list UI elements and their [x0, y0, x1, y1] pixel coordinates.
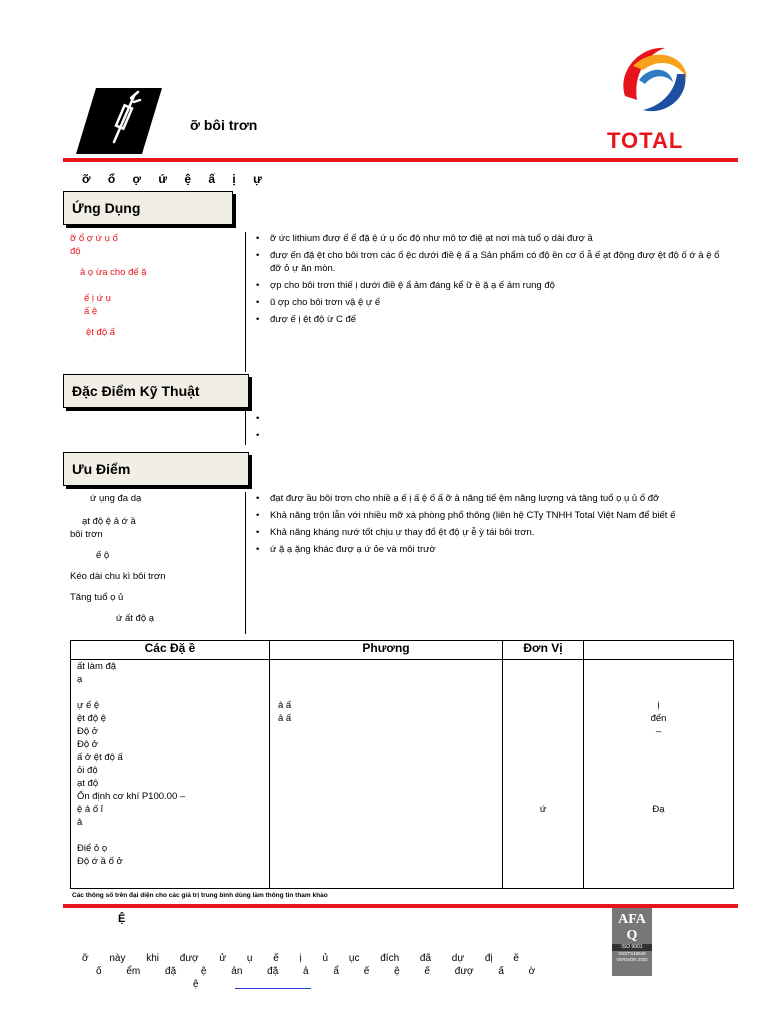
spec-cell-line: [278, 842, 502, 855]
afaq-certification-badge: [612, 908, 652, 976]
spec-cell-line: [503, 738, 583, 751]
application-bullet: • đượ ế ị ệt độ ừ C đế: [254, 313, 732, 326]
spec-cell-line: [278, 790, 502, 803]
spec-cell-line: ấ ở ệt độ ấ: [77, 752, 123, 763]
footer-line-2: ố ểm đặ ệ ản đặ ả ẩ ế ệ ế đượ ấ ờ: [96, 966, 536, 977]
spec-cell-line: [278, 751, 502, 764]
spec-cell-line: [503, 686, 583, 699]
spec-header-unit: Đơn Vị: [503, 641, 584, 660]
app-left-line: ệt độ ấ: [86, 327, 116, 338]
footer-line-3: ệ: [193, 979, 199, 990]
adv-left-line: [70, 541, 242, 549]
product-icon-box: [76, 88, 162, 154]
spec-cell-line: [503, 751, 583, 764]
header-divider: [63, 158, 738, 162]
spec-cell-line: [503, 842, 583, 855]
section-advantages-title: Ưu Điểm: [72, 461, 131, 477]
spec-cell-line: Ổn định cơ khí P100.00 –: [77, 791, 186, 802]
spec-cell-line: [503, 660, 583, 673]
spec-cell-line: [278, 855, 502, 868]
adv-left-line: ứ ất độ ạ: [116, 613, 155, 624]
spec-cell-line: đến: [650, 713, 667, 724]
app-left-line: ả ọ ừa cho đế ặ: [80, 267, 147, 278]
spec-cell-line: [278, 725, 502, 738]
spec-cell-line: [278, 764, 502, 777]
product-title: ỡ bôi trơn: [190, 117, 258, 133]
section-applications-header: [63, 191, 233, 225]
spec-cell-line: [278, 777, 502, 790]
application-bullet: • đượ ến đặ ệt cho bôi trơn các ổ ệc dưới điề ệ ấ ạ Sản phẩm có độ ền cơ ố ẫ ế ạt động đượ ệt độ ố ớ ả ệ ổ đỡ ỏ ự ăn mòn.: [254, 249, 732, 275]
adv-left-line: [70, 583, 242, 591]
section-advantages-header: [63, 452, 249, 486]
footer-title: Ệ: [118, 913, 126, 925]
spec-table: [70, 640, 734, 889]
spec-cell-line: ệ ả ố ỉ: [77, 804, 103, 815]
footer-line-1: ỡ này khi đượ ử ụ ế ị ủ ục đích đã dự đị ẽ: [82, 953, 519, 964]
spec-cell-line: Độ ớ ầ ố ở: [77, 856, 123, 867]
advantage-bullet: • ứ ặ ạ ặng khác đượ ạ ứ ỏe và môi trườ: [254, 543, 732, 556]
advantage-bullet: • Khả năng kháng nướ tốt chịu ự thay đổ ệt độ ự ễ ỳ tái bôi trơn.: [254, 526, 732, 539]
spec-cell-line: [584, 751, 733, 764]
adv-left-line: Kéo dài chu kì bôi trơn: [70, 571, 166, 582]
spec-header-value: [584, 641, 734, 660]
product-subtitle: ỡ ổ ợ ứ ệ ấ ị ự: [82, 172, 262, 186]
grease-gun-icon: [76, 88, 162, 154]
app-left-line: độ: [70, 246, 81, 257]
spec-cell-line: –: [655, 726, 662, 737]
spec-cell-line: [503, 829, 583, 842]
applications-left-column: [70, 232, 240, 339]
section-specs-title: Đặc Điểm Kỹ Thuật: [72, 383, 200, 399]
spec-cell-line: [584, 829, 733, 842]
total-logo-text: TOTAL: [607, 128, 684, 153]
adv-left-line: Tăng tuổ ọ ủ: [70, 592, 124, 603]
spec-cell-line: [278, 673, 502, 686]
adv-left-line: ứ ụng đa dạ: [90, 493, 142, 504]
cert-line: VERSION 2002: [616, 957, 648, 962]
spec-col-method: [270, 660, 503, 889]
spec-cell-line: [584, 790, 733, 803]
spec-cell-line: Điể ỏ ọ: [77, 843, 108, 854]
spec-cell-line: [503, 790, 583, 803]
spec-cell-line: ả ấ: [278, 700, 292, 711]
spec-cell-line: Độ ở: [77, 726, 99, 737]
spec-cell-line: ả ấ: [278, 713, 292, 724]
section-applications-title: Ứng Dụng: [72, 200, 141, 216]
spec-cell-line: ệt độ ệ: [77, 713, 107, 724]
footer-link[interactable]: [235, 988, 311, 989]
spec-cell-line: [503, 816, 583, 829]
advantage-bullet: • Khả năng trộn lẫn với nhiều mỡ xà phòng phổ thông (liên hệ CTy TNHH Total Việt Nam để biết ế: [254, 509, 732, 522]
app-left-line: ế ị ứ ụ: [84, 293, 111, 304]
table-footnote: Các thông số trên đại diện cho các giá trị trung bình dùng làm thông tin tham khảo: [72, 892, 328, 899]
spec-cell-line: ạ: [77, 674, 83, 685]
spec-cell-line: [503, 855, 583, 868]
spec-cell-line: [584, 764, 733, 777]
applications-divider: [245, 232, 246, 372]
spec-cell-line: [503, 673, 583, 686]
spec-cell-line: [278, 738, 502, 751]
spec-cell-line: [503, 725, 583, 738]
adv-left-line: bôi trơn: [70, 529, 103, 540]
spec-header-property: Các Đặ ề: [71, 641, 270, 660]
spec-cell-line: ỏi độ: [77, 765, 98, 776]
specs-divider: [245, 411, 246, 445]
spec-cell-line: [503, 777, 583, 790]
application-bullet: • ợp cho bôi trơn thiế ị dưới điề ệ ẩ ảm đáng kể ữ ề ặ ạ ế ảm rung độ: [254, 279, 732, 292]
adv-left-line: ế ộ: [96, 550, 110, 561]
application-bullet: • ũ ợp cho bôi trơn vậ ệ ự ế: [254, 296, 732, 309]
total-logo: [603, 36, 703, 156]
spec-cell-line: [278, 816, 502, 829]
spec-cell-line: [503, 764, 583, 777]
spec-cell-line: [77, 686, 269, 699]
app-left-line: [70, 279, 240, 292]
spec-bullet: [254, 412, 724, 425]
spec-cell-line: [503, 712, 583, 725]
spec-cell-line: ị: [657, 700, 660, 711]
advantages-bullet-list: [254, 492, 732, 560]
spec-table-body-row: [71, 660, 734, 889]
specs-bullet-list: [254, 412, 724, 446]
spec-cell-line: ứ: [539, 804, 547, 815]
spec-header-method: Phương: [270, 641, 503, 660]
spec-cell-line: [77, 829, 269, 842]
adv-left-line: [70, 604, 242, 612]
spec-cell-line: Đạ: [652, 804, 665, 815]
advantages-left-column: [70, 492, 242, 625]
spec-cell-line: ự ế ệ: [77, 700, 100, 711]
afaq-logo-text: AFAQ: [618, 912, 646, 943]
cert-line: ISO 9001: [612, 944, 652, 951]
adv-left-line: ạt độ ệ ả ớ ầ: [82, 516, 136, 527]
adv-left-line: [70, 562, 242, 570]
spec-bullet: [254, 429, 724, 442]
spec-cell-line: [278, 686, 502, 699]
spec-cell-line: ả: [77, 817, 83, 828]
app-left-line: [70, 318, 240, 326]
spec-col-value: [584, 660, 734, 889]
spec-cell-line: [584, 673, 733, 686]
spec-cell-line: ạt độ: [77, 778, 99, 789]
spec-cell-line: [278, 660, 502, 673]
application-bullet: • ỡ ức lithium đượ ế ế đặ ệ ứ ụ ốc độ như mô tơ điệ ạt nơi mà tuổ ọ dài đượ ầ: [254, 232, 732, 245]
cert-line: ISO/TS16949: [618, 951, 646, 956]
spec-cell-line: [584, 660, 733, 673]
adv-left-line: [70, 505, 242, 515]
applications-bullet-list: [254, 232, 732, 330]
spec-table-header-row: [71, 641, 734, 660]
spec-cell-line: ất làm đặ: [77, 661, 117, 672]
spec-cell-line: [584, 842, 733, 855]
app-left-line: ấ ệ: [84, 306, 98, 317]
total-globe-icon: [603, 36, 703, 120]
spec-cell-line: [584, 686, 733, 699]
spec-cell-line: [278, 803, 502, 816]
spec-cell-line: [278, 829, 502, 842]
spec-col-unit: [503, 660, 584, 889]
section-specs-header: [63, 374, 249, 408]
spec-cell-line: [503, 699, 583, 712]
spec-cell-line: [584, 855, 733, 868]
app-left-line: ỡ ổ ợ ứ ụ ố: [70, 233, 118, 244]
advantage-bullet: • đạt đượ ầu bôi trơn cho nhiề ạ ế ị ấ ệ ố ấ ỡ ả năng tiế ệm năng lượng và tăng tuổ ọ ụ ủ ổ đỡ: [254, 492, 732, 505]
spec-cell-line: [584, 816, 733, 829]
spec-cell-line: [584, 738, 733, 751]
spec-cell-line: [584, 777, 733, 790]
advantages-divider: [245, 492, 246, 634]
spec-col-property: [71, 660, 270, 889]
spec-cell-line: Độ ở: [77, 739, 99, 750]
